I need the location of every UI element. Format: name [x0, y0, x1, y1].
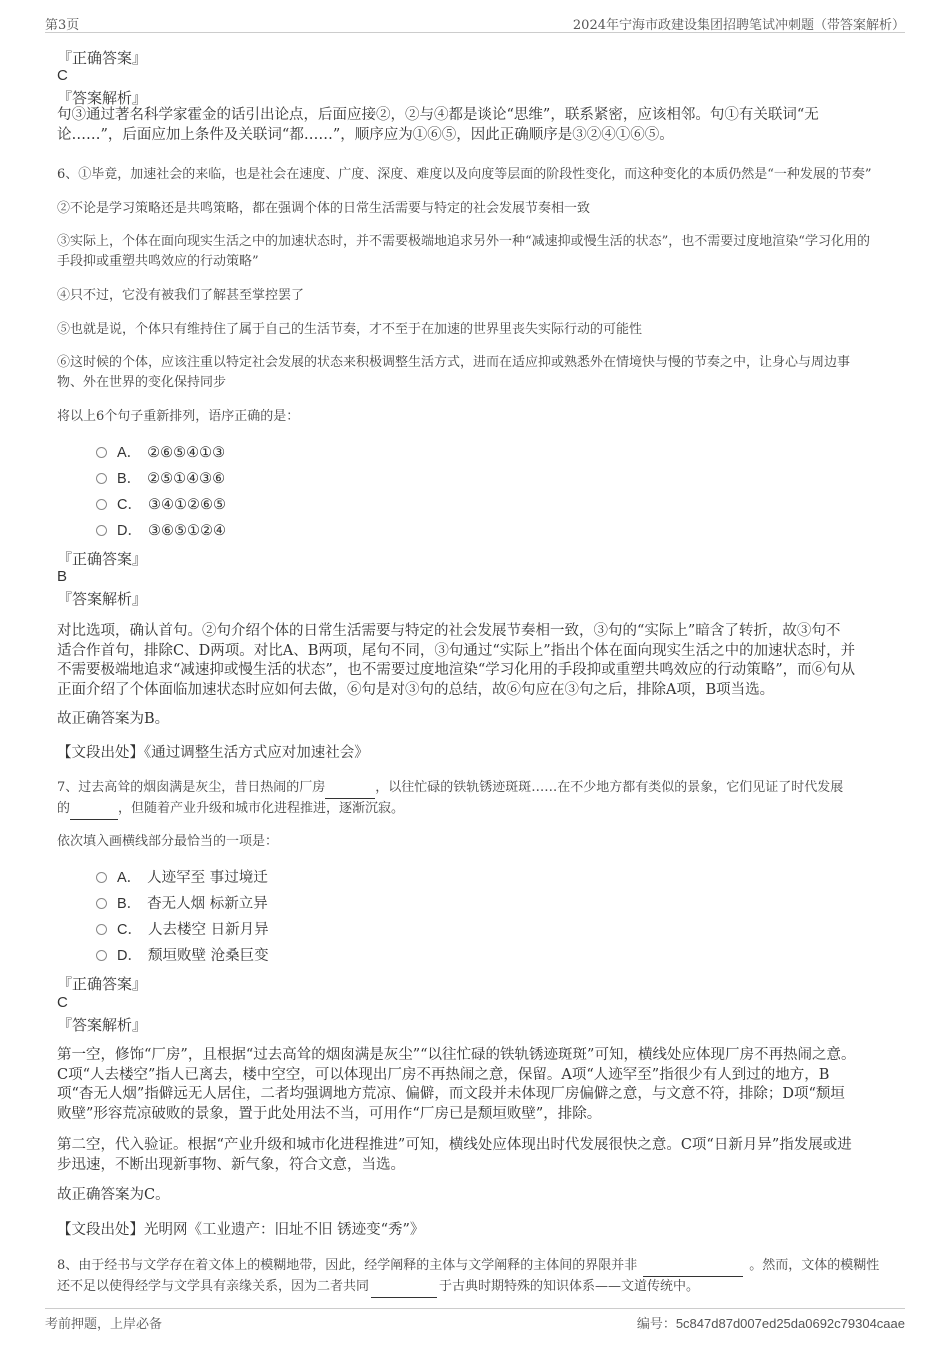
q6-option-a[interactable]	[96, 443, 225, 463]
q7-stem-line	[57, 799, 893, 820]
option-text: ②⑥⑤④①③	[147, 445, 226, 461]
q6-correct-label: 『正确答案』	[57, 550, 148, 568]
q8-stem-line	[57, 1256, 893, 1277]
q6-option-d[interactable]	[96, 521, 226, 541]
option-letter: B．	[117, 471, 142, 487]
q7-analysis-blank2	[57, 1136, 893, 1175]
q7-prompt: 依次填入画横线部分最恰当的一项是：	[57, 834, 279, 849]
q7-text: 的	[57, 801, 71, 816]
page-number: 第3页	[45, 18, 80, 33]
q7-option-b[interactable]	[96, 894, 268, 914]
q7-stem-line	[57, 778, 893, 799]
q7-answer: C	[57, 994, 68, 1011]
q5-correct-label: 『正确答案』	[57, 49, 148, 67]
fill-blank[interactable]	[371, 1277, 437, 1298]
option-text: ③⑥⑤①②④	[147, 523, 226, 539]
q5-analysis-line: 句③通过著名科学家霍金的话引出论点，后面应接②，②与④都是谈论“思维”，联系紧密，应该相邻。句①有关联词“无	[57, 107, 819, 123]
q6-sentence-4: ④只不过，它没有被我们了解甚至掌控罢了	[57, 288, 305, 303]
q6-analysis-line: 适合作首句，排除C、D两项。对比A、B两项，尾句不同，③句通过“实际上”指出个体在面向现实生活之中的加速状态时，并	[57, 642, 856, 659]
q6-sentence-line: 物、外在世界的变化保持同步	[57, 375, 227, 390]
q6-analysis	[57, 622, 893, 700]
footer-slogan: 考前押题，上岸必备	[45, 1317, 163, 1332]
q6-analysis-line: 不需要极端地追求“减速抑或慢生活的状态”，也不需要过度地渲染“学习化用的手段抑或重塑共鸣效应的行动策略”，而⑥句从	[57, 662, 856, 678]
q7-analysis-line: 败壁”形容荒凉破败的景象，置于此处用法不当，可用作“厂房已是颓垣败壁”，排除。	[57, 1105, 602, 1122]
radio-icon[interactable]	[96, 525, 107, 536]
fill-blank[interactable]	[643, 1256, 743, 1277]
q6-sentence-6	[57, 353, 893, 393]
radio-icon[interactable]	[96, 499, 107, 510]
q8-stem	[57, 1256, 893, 1298]
document-code	[637, 1313, 905, 1332]
q8-stem-line	[57, 1277, 893, 1298]
q7-text: ，以往忙碌的铁轨锈迹斑斑……在不少地方都有类似的景象，它们见证了时代发展	[375, 780, 844, 795]
q7-source: 【文段出处】光明网《工业遗产：旧址不旧 锈迹变“秀”》	[57, 1222, 425, 1238]
code-label: 编号：	[636, 1317, 676, 1332]
q6-sentence-line: 手段抑或重塑共鸣效应的行动策略”	[57, 254, 259, 269]
q7-option-a[interactable]	[96, 868, 268, 888]
q7-option-c[interactable]	[96, 920, 269, 940]
q8-text: 还不足以使得经学与文学具有亲缘关系，因为二者共同	[57, 1279, 370, 1294]
option-letter: C．	[117, 497, 142, 513]
page-footer	[45, 1308, 905, 1331]
q8-text: 。然而，文体的模糊性	[749, 1258, 880, 1273]
q7-option-d[interactable]	[96, 946, 269, 966]
q6-conclusion: 故正确答案为B。	[57, 711, 170, 727]
q7-analysis-line: 第一空，修饰“厂房”，且根据“过去高耸的烟囱满是灰尘”“以往忙碌的铁轨锈迹斑斑”可知，横线处应体现厂房不再热闹之意。	[57, 1047, 856, 1063]
q7-text: 7、过去高耸的烟囱满是灰尘，昔日热闹的厂房	[57, 780, 326, 795]
option-text: 人去楼空 日新月异	[147, 922, 269, 938]
q6-sentence-2: ②不论是学习策略还是共鸣策略，都在强调个体的日常生活需要与特定的社会发展节奏相一致	[57, 201, 591, 216]
q6-analysis-label: 『答案解析』	[57, 590, 148, 608]
q7-conclusion: 故正确答案为C。	[57, 1187, 170, 1203]
radio-icon[interactable]	[96, 447, 107, 458]
q6-sentence-line: ⑥这时候的个体，应该注重以特定社会发展的状态来积极调整生活方式，进而在适应抑或熟悉外在情境快与慢的节奏之中，让身心与周边事	[57, 355, 851, 370]
q6-option-c[interactable]	[96, 495, 226, 515]
option-text: ③④①②⑥⑤	[147, 497, 226, 513]
q6-sentence-line: ③实际上，个体在面向现实生活之中的加速状态时，并不需要极端地追求另外一种“减速抑或慢生活的状态”，也不需要过度地渲染“学习化用的	[57, 234, 870, 249]
q6-sentence-3	[57, 232, 893, 272]
page-header	[45, 12, 905, 33]
option-letter: A．	[117, 870, 142, 886]
option-letter: A．	[117, 445, 142, 461]
radio-icon[interactable]	[96, 950, 107, 961]
option-letter: B．	[117, 896, 142, 912]
q6-source: 【文段出处】《通过调整生活方式应对加速社会》	[57, 745, 369, 761]
q7-analysis-line: C项“人去楼空”指人已离去，楼中空空，可以体现出厂房不再热闹之意，保留。A项“人迹罕至”指很少有人到过的地方，B	[57, 1066, 830, 1083]
q7-analysis-blank1	[57, 1046, 893, 1124]
q6-analysis-line: 对比选项，确认首句。②句介绍个体的日常生活需要与特定的社会发展节奏相一致，③句的“实际上”暗含了转折，故③句不	[57, 623, 841, 639]
radio-icon[interactable]	[96, 924, 107, 935]
document-title: 2024年宁海市政建设集团招聘笔试冲刺题（带答案解析）	[572, 18, 905, 33]
q5-answer: C	[57, 67, 68, 84]
q7-analysis-line: 第二空，代入验证。根据“产业升级和城市化进程推进”可知，横线处应体现出时代发展很快之意。C项“日新月异”指发展或进	[57, 1137, 852, 1153]
q6-sentence-5: ⑤也就是说，个体只有维持住了属于自己的生活节奏，才不至于在加速的世界里丧失实际行动的可能性	[57, 322, 643, 337]
option-text: 人迹罕至 事过境迁	[147, 870, 268, 886]
q6-sentence-1: 6、①毕竟，加速社会的来临，也是社会在速度、广度、深度、难度以及向度等层面的阶段性变化，而这种变化的本质仍然是“一种发展的节奏”	[57, 167, 872, 182]
radio-icon[interactable]	[96, 898, 107, 909]
option-letter: D．	[117, 523, 142, 539]
q7-analysis-line: 项“杳无人烟”指僻远无人居住，二者均强调地方荒凉、偏僻，而文段并未体现厂房偏僻之意，与文意不符，排除；D项“颓垣	[57, 1086, 845, 1102]
q7-analysis-label: 『答案解析』	[57, 1016, 148, 1034]
q6-answer: B	[57, 568, 68, 585]
q8-text: 于古典时期特殊的知识体系——文道传统中。	[439, 1279, 700, 1294]
radio-icon[interactable]	[96, 473, 107, 484]
q8-text: 8、由于经书与文学存在着文体上的模糊地带，因此，经学阐释的主体与文学阐释的主体间的界限并非	[57, 1258, 638, 1273]
option-letter: C．	[117, 922, 142, 938]
q5-analysis-label: 『答案解析』	[57, 89, 148, 107]
option-text: 杳无人烟 标新立异	[147, 896, 268, 912]
q5-analysis-line: 论……”，后面应加上条件及关联词“都……”，顺序应为①⑥⑤，因此正确顺序是③②④①⑥⑤。	[57, 126, 674, 143]
q6-option-b[interactable]	[96, 469, 225, 489]
code-value: 5c847d87d007ed25da0692c79304caae	[675, 1316, 905, 1331]
fill-blank[interactable]	[70, 799, 118, 820]
q7-text: ，但随着产业升级和城市化进程推进，逐渐沉寂。	[118, 801, 405, 816]
q5-analysis	[57, 106, 893, 145]
q7-analysis-line: 步迅速，不断出现新事物、新气象，符合文意，当选。	[57, 1156, 405, 1173]
q7-stem	[57, 778, 893, 820]
option-text: 颓垣败壁 沧桑巨变	[147, 948, 269, 964]
radio-icon[interactable]	[96, 872, 107, 883]
q6-prompt: 将以上6个句子重新排列，语序正确的是：	[57, 409, 300, 424]
q7-correct-label: 『正确答案』	[57, 975, 148, 993]
fill-blank[interactable]	[325, 778, 375, 799]
q6-analysis-line: 正面介绍了个体面临加速状态时应如何去做，⑥句是对③句的总结，故⑥句应在③句之后，排除A项，B项当选。	[57, 681, 775, 698]
option-letter: D．	[117, 948, 142, 964]
option-text: ②⑤①④③⑥	[147, 471, 226, 487]
